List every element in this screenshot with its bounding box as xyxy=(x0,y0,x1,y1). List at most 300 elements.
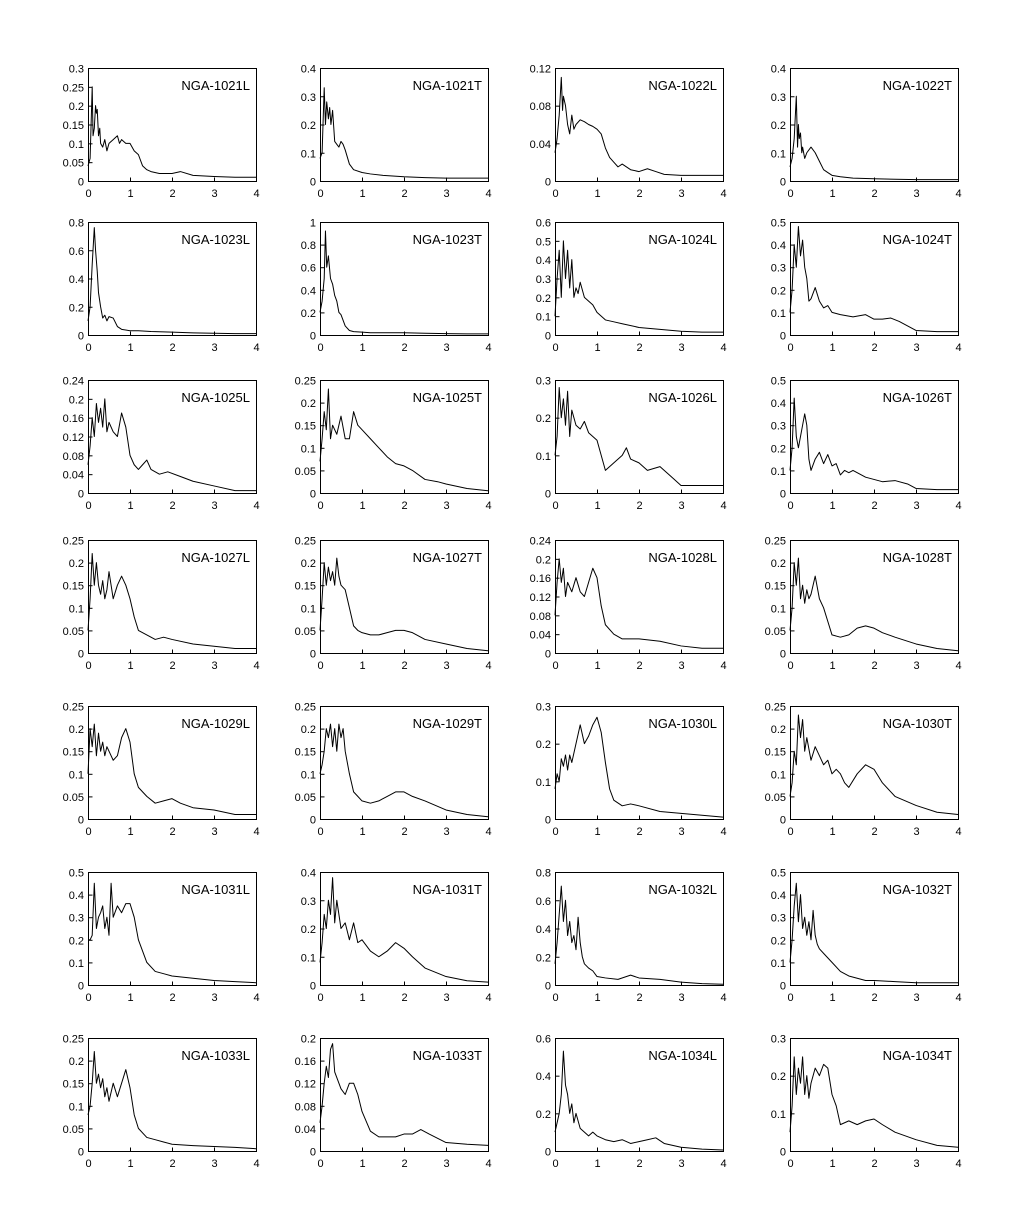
y-tick-label: 0.15 xyxy=(294,746,316,759)
y-tick-label: 0.5 xyxy=(535,236,551,249)
y-tick-label: 0 xyxy=(779,1146,786,1159)
y-tick-label: 0.2 xyxy=(300,398,316,411)
y-tick-label: 0.2 xyxy=(770,724,786,737)
y-tick-label: 0.04 xyxy=(529,629,551,642)
y-tick-label: 0 xyxy=(77,1146,84,1159)
series-line xyxy=(88,724,256,814)
x-tick-label: 1 xyxy=(594,992,601,1004)
y-tick-label: 0.4 xyxy=(770,63,786,76)
chart-title: NGA-1029L xyxy=(181,716,250,731)
x-tick-label: 4 xyxy=(720,1158,727,1170)
x-tick-label: 0 xyxy=(787,188,794,200)
y-tick-label: 0.3 xyxy=(68,912,84,925)
y-tick-label: 0.05 xyxy=(62,791,84,804)
x-tick-label: 2 xyxy=(401,500,408,512)
x-tick-label: 1 xyxy=(359,992,366,1004)
y-tick-label: 0 xyxy=(309,980,316,993)
y-tick-label: 0.12 xyxy=(62,432,84,444)
x-tick-label: 3 xyxy=(678,188,685,200)
x-tick-label: 2 xyxy=(169,342,176,354)
x-tick-label: 1 xyxy=(359,500,366,512)
y-tick-label: 0.25 xyxy=(62,82,84,95)
x-tick-label: 3 xyxy=(913,342,920,354)
series-line xyxy=(320,88,488,178)
chart-panel xyxy=(48,375,260,517)
y-tick-label: 0.2 xyxy=(68,394,84,407)
y-tick-label: 0.3 xyxy=(770,1033,786,1046)
y-tick-label: 0.3 xyxy=(300,91,316,104)
chart-panel xyxy=(515,701,727,843)
x-tick-label: 3 xyxy=(443,660,450,672)
chart-panel xyxy=(280,217,492,359)
x-tick-label: 3 xyxy=(443,500,450,512)
x-tick-label: 0 xyxy=(787,660,794,672)
series-line xyxy=(320,724,488,817)
chart-panel xyxy=(515,63,727,205)
y-tick-label: 0.15 xyxy=(62,1078,84,1091)
y-tick-label: 0 xyxy=(544,330,551,343)
chart-title: NGA-1029T xyxy=(412,716,482,731)
x-tick-label: 1 xyxy=(829,342,836,354)
y-tick-label: 0.05 xyxy=(294,625,316,638)
y-tick-label: 0.2 xyxy=(300,307,316,320)
x-tick-label: 1 xyxy=(829,826,836,838)
y-tick-label: 0.25 xyxy=(62,701,84,714)
chart-panel xyxy=(280,1033,492,1175)
y-tick-label: 0.2 xyxy=(68,302,84,315)
y-tick-label: 0.2 xyxy=(770,558,786,571)
y-tick-label: 0 xyxy=(779,980,786,993)
chart-panel xyxy=(750,867,962,1009)
y-tick-label: 0.1 xyxy=(535,450,551,463)
chart-title: NGA-1027T xyxy=(412,550,482,565)
chart-panel xyxy=(48,701,260,843)
chart-title: NGA-1034L xyxy=(648,1048,717,1063)
y-tick-label: 0.1 xyxy=(535,311,551,324)
y-tick-label: 0.2 xyxy=(535,1108,551,1121)
y-tick-label: 0.1 xyxy=(300,603,316,616)
x-tick-label: 4 xyxy=(720,992,727,1004)
y-tick-label: 0 xyxy=(309,488,316,501)
chart-title: NGA-1031T xyxy=(412,882,482,897)
chart-title: NGA-1031L xyxy=(181,882,250,897)
chart-title: NGA-1028L xyxy=(648,550,717,565)
y-tick-label: 0.8 xyxy=(300,240,316,253)
x-tick-label: 1 xyxy=(829,188,836,200)
x-tick-label: 1 xyxy=(829,1158,836,1170)
y-tick-label: 0.6 xyxy=(68,245,84,258)
y-tick-label: 0.4 xyxy=(770,398,786,411)
y-tick-label: 0.5 xyxy=(770,867,786,880)
y-tick-label: 0.25 xyxy=(294,535,316,548)
y-tick-label: 0.08 xyxy=(529,610,551,623)
x-tick-label: 4 xyxy=(720,342,727,354)
x-tick-label: 2 xyxy=(401,1158,408,1170)
x-tick-label: 1 xyxy=(127,188,134,200)
x-tick-label: 2 xyxy=(871,188,878,200)
x-tick-label: 0 xyxy=(317,660,324,672)
x-tick-label: 2 xyxy=(401,660,408,672)
x-tick-label: 1 xyxy=(359,188,366,200)
y-tick-label: 0.08 xyxy=(294,1101,316,1114)
series-line xyxy=(555,886,723,984)
chart-panel xyxy=(280,535,492,677)
x-tick-label: 2 xyxy=(871,826,878,838)
y-tick-label: 0.25 xyxy=(764,701,786,714)
y-tick-label: 0.3 xyxy=(300,895,316,908)
x-tick-label: 3 xyxy=(678,1158,685,1170)
chart-title: NGA-1030L xyxy=(648,716,717,731)
y-tick-label: 0.16 xyxy=(529,573,551,586)
y-tick-label: 0.1 xyxy=(770,769,786,782)
series-line xyxy=(790,1057,958,1147)
chart-title: NGA-1024L xyxy=(648,232,717,247)
x-tick-label: 0 xyxy=(787,992,794,1004)
x-tick-label: 0 xyxy=(552,342,559,354)
y-tick-label: 0.2 xyxy=(535,952,551,965)
x-tick-label: 2 xyxy=(636,1158,643,1170)
x-tick-label: 1 xyxy=(594,826,601,838)
y-tick-label: 0.2 xyxy=(535,554,551,567)
x-tick-label: 2 xyxy=(169,500,176,512)
x-tick-label: 4 xyxy=(955,342,962,354)
y-tick-label: 0.04 xyxy=(294,1123,316,1136)
x-tick-label: 4 xyxy=(485,660,492,672)
y-tick-label: 0.2 xyxy=(300,1033,316,1046)
y-tick-label: 0.04 xyxy=(529,138,551,151)
y-tick-label: 0.6 xyxy=(535,1033,551,1046)
y-tick-label: 0.05 xyxy=(62,157,84,170)
y-tick-label: 0.3 xyxy=(68,63,84,76)
x-tick-label: 2 xyxy=(636,826,643,838)
x-tick-label: 0 xyxy=(552,188,559,200)
y-tick-label: 0.15 xyxy=(764,580,786,593)
y-tick-label: 0.4 xyxy=(68,890,84,903)
x-tick-label: 1 xyxy=(127,342,134,354)
y-tick-label: 0.15 xyxy=(62,120,84,132)
x-tick-label: 1 xyxy=(829,660,836,672)
chart-title: NGA-1022T xyxy=(882,78,952,93)
y-tick-label: 0.1 xyxy=(535,776,551,789)
chart-panel xyxy=(48,1033,260,1175)
y-tick-label: 0 xyxy=(77,488,84,501)
y-tick-label: 0.8 xyxy=(68,217,84,230)
y-tick-label: 0.3 xyxy=(770,912,786,925)
y-tick-label: 0.1 xyxy=(770,148,786,161)
x-tick-label: 0 xyxy=(552,500,559,512)
y-tick-label: 0.05 xyxy=(62,1123,84,1136)
x-tick-label: 0 xyxy=(317,342,324,354)
series-line xyxy=(88,87,256,177)
y-tick-label: 0.12 xyxy=(529,63,551,76)
chart-title: NGA-1023T xyxy=(412,232,482,247)
y-tick-label: 0.5 xyxy=(770,217,786,230)
x-tick-label: 4 xyxy=(955,826,962,838)
chart-panel xyxy=(48,217,260,359)
x-tick-label: 4 xyxy=(720,188,727,200)
y-tick-label: 0.1 xyxy=(770,465,786,478)
y-tick-label: 0.2 xyxy=(770,935,786,948)
y-tick-label: 0.25 xyxy=(764,535,786,548)
x-tick-label: 3 xyxy=(678,826,685,838)
x-tick-label: 3 xyxy=(443,826,450,838)
x-tick-label: 3 xyxy=(211,660,218,672)
x-tick-label: 4 xyxy=(485,342,492,354)
x-tick-label: 4 xyxy=(253,188,260,200)
x-tick-label: 0 xyxy=(317,1158,324,1170)
y-tick-label: 0.05 xyxy=(62,625,84,638)
series-line xyxy=(790,883,958,982)
y-tick-label: 0 xyxy=(77,330,84,343)
y-tick-label: 0.2 xyxy=(535,292,551,305)
y-tick-label: 0 xyxy=(544,488,551,501)
y-tick-label: 0.1 xyxy=(68,603,84,616)
chart-panel xyxy=(515,1033,727,1175)
y-tick-label: 0.2 xyxy=(68,724,84,737)
x-tick-label: 2 xyxy=(401,826,408,838)
y-tick-label: 0.6 xyxy=(535,217,551,230)
x-tick-label: 4 xyxy=(485,1158,492,1170)
y-tick-label: 0.3 xyxy=(770,91,786,104)
y-tick-label: 0.2 xyxy=(535,739,551,752)
y-tick-label: 0.1 xyxy=(770,1108,786,1121)
x-tick-label: 4 xyxy=(253,1158,260,1170)
x-tick-label: 0 xyxy=(787,826,794,838)
y-tick-label: 0.3 xyxy=(535,375,551,388)
y-tick-label: 0.1 xyxy=(300,148,316,161)
chart-panel xyxy=(280,63,492,205)
x-tick-label: 1 xyxy=(127,660,134,672)
x-tick-label: 3 xyxy=(678,342,685,354)
y-tick-label: 0 xyxy=(544,648,551,661)
x-tick-label: 3 xyxy=(211,1158,218,1170)
y-tick-label: 0.2 xyxy=(535,413,551,426)
x-tick-label: 0 xyxy=(552,660,559,672)
chart-panel xyxy=(48,63,260,205)
x-tick-label: 2 xyxy=(169,826,176,838)
y-tick-label: 0.15 xyxy=(62,580,84,593)
y-tick-label: 0.2 xyxy=(68,935,84,948)
y-tick-label: 0.1 xyxy=(68,957,84,970)
x-tick-label: 4 xyxy=(955,992,962,1004)
y-tick-label: 0.4 xyxy=(770,240,786,253)
x-tick-label: 4 xyxy=(485,826,492,838)
y-tick-label: 0 xyxy=(77,814,84,827)
x-tick-label: 4 xyxy=(955,500,962,512)
x-tick-label: 0 xyxy=(317,500,324,512)
chart-title: NGA-1023L xyxy=(181,232,250,247)
x-tick-label: 2 xyxy=(871,500,878,512)
x-tick-label: 0 xyxy=(85,342,92,354)
y-tick-label: 0.08 xyxy=(529,101,551,114)
x-tick-label: 2 xyxy=(636,188,643,200)
y-tick-label: 0.15 xyxy=(764,746,786,759)
y-tick-label: 0 xyxy=(544,814,551,827)
series-line xyxy=(790,398,958,490)
x-tick-label: 2 xyxy=(169,660,176,672)
chart-title: NGA-1025L xyxy=(181,390,250,405)
y-tick-label: 0.25 xyxy=(62,1033,84,1046)
x-tick-label: 4 xyxy=(955,1158,962,1170)
chart-panel xyxy=(280,701,492,843)
chart-panel xyxy=(750,217,962,359)
series-line xyxy=(555,241,723,332)
y-tick-label: 0.2 xyxy=(300,724,316,737)
chart-title: NGA-1033L xyxy=(181,1048,250,1063)
y-tick-label: 0 xyxy=(77,176,84,189)
x-tick-label: 3 xyxy=(913,992,920,1004)
x-tick-label: 1 xyxy=(359,1158,366,1170)
y-tick-label: 0.2 xyxy=(770,1071,786,1084)
x-tick-label: 4 xyxy=(485,188,492,200)
y-tick-label: 0.2 xyxy=(770,443,786,456)
x-tick-label: 2 xyxy=(169,1158,176,1170)
x-tick-label: 4 xyxy=(955,660,962,672)
x-tick-label: 1 xyxy=(594,1158,601,1170)
x-tick-label: 4 xyxy=(253,826,260,838)
y-tick-label: 0.2 xyxy=(300,924,316,936)
y-tick-label: 0.1 xyxy=(770,307,786,320)
y-tick-label: 0 xyxy=(309,176,316,189)
y-tick-label: 0.3 xyxy=(770,262,786,275)
x-tick-label: 3 xyxy=(913,1158,920,1170)
y-tick-label: 0.08 xyxy=(62,450,84,463)
chart-panel xyxy=(515,217,727,359)
chart-title: NGA-1026L xyxy=(648,390,717,405)
x-tick-label: 0 xyxy=(85,500,92,512)
x-tick-label: 0 xyxy=(85,188,92,200)
x-tick-label: 3 xyxy=(913,500,920,512)
x-tick-label: 2 xyxy=(636,992,643,1004)
x-tick-label: 4 xyxy=(955,188,962,200)
y-tick-label: 0.2 xyxy=(770,120,786,132)
x-tick-label: 2 xyxy=(871,1158,878,1170)
y-tick-label: 0.6 xyxy=(535,895,551,908)
x-tick-label: 3 xyxy=(913,660,920,672)
chart-panel xyxy=(515,535,727,677)
chart-panel xyxy=(280,867,492,1009)
y-tick-label: 0.2 xyxy=(770,285,786,298)
y-tick-label: 1 xyxy=(309,217,316,230)
x-tick-label: 0 xyxy=(317,188,324,200)
x-tick-label: 1 xyxy=(594,188,601,200)
x-tick-label: 4 xyxy=(720,500,727,512)
chart-title: NGA-1032T xyxy=(882,882,952,897)
y-tick-label: 0.25 xyxy=(294,375,316,388)
chart-title: NGA-1026T xyxy=(882,390,952,405)
x-tick-label: 0 xyxy=(552,826,559,838)
chart-panel xyxy=(515,867,727,1009)
y-tick-label: 0.15 xyxy=(294,420,316,433)
y-tick-label: 0.4 xyxy=(300,63,316,76)
y-tick-label: 0.04 xyxy=(62,469,84,482)
chart-panel xyxy=(515,375,727,517)
x-tick-label: 4 xyxy=(253,342,260,354)
y-tick-label: 0 xyxy=(544,980,551,993)
x-tick-label: 0 xyxy=(787,1158,794,1170)
chart-title: NGA-1030T xyxy=(882,716,952,731)
y-tick-label: 0.05 xyxy=(764,791,786,804)
y-tick-label: 0 xyxy=(779,814,786,827)
y-tick-label: 0 xyxy=(544,1146,551,1159)
x-tick-label: 1 xyxy=(127,500,134,512)
chart-panel xyxy=(280,375,492,517)
x-tick-label: 1 xyxy=(359,660,366,672)
chart-title: NGA-1022L xyxy=(648,78,717,93)
x-tick-label: 2 xyxy=(401,992,408,1004)
x-tick-label: 1 xyxy=(359,826,366,838)
series-line xyxy=(88,554,256,649)
series-line xyxy=(320,558,488,651)
x-tick-label: 1 xyxy=(127,1158,134,1170)
x-tick-label: 3 xyxy=(211,188,218,200)
y-tick-label: 0 xyxy=(779,330,786,343)
y-tick-label: 0.2 xyxy=(300,120,316,132)
y-tick-label: 0.12 xyxy=(529,592,551,604)
y-tick-label: 0.24 xyxy=(62,375,84,388)
x-tick-label: 3 xyxy=(211,342,218,354)
y-tick-label: 0.4 xyxy=(770,890,786,903)
y-tick-label: 0.6 xyxy=(300,262,316,275)
x-tick-label: 4 xyxy=(253,660,260,672)
x-tick-label: 2 xyxy=(871,992,878,1004)
chart-title: NGA-1021L xyxy=(181,78,250,93)
series-line xyxy=(555,1051,723,1150)
chart-panel xyxy=(750,535,962,677)
x-tick-label: 1 xyxy=(127,826,134,838)
y-tick-label: 0.16 xyxy=(62,413,84,426)
x-tick-label: 0 xyxy=(552,1158,559,1170)
series-line xyxy=(555,559,723,648)
x-tick-label: 4 xyxy=(485,500,492,512)
chart-title: NGA-1027L xyxy=(181,550,250,565)
x-tick-label: 3 xyxy=(913,188,920,200)
y-tick-label: 0.05 xyxy=(294,465,316,478)
x-tick-label: 0 xyxy=(317,826,324,838)
y-tick-label: 0 xyxy=(779,488,786,501)
y-tick-label: 0.1 xyxy=(68,1101,84,1114)
y-tick-label: 0 xyxy=(309,648,316,661)
y-tick-label: 0.3 xyxy=(535,274,551,286)
x-tick-label: 1 xyxy=(594,342,601,354)
x-tick-label: 3 xyxy=(211,826,218,838)
y-tick-label: 0 xyxy=(309,814,316,827)
x-tick-label: 1 xyxy=(594,660,601,672)
x-tick-label: 0 xyxy=(787,500,794,512)
x-tick-label: 0 xyxy=(317,992,324,1004)
x-tick-label: 3 xyxy=(678,660,685,672)
x-tick-label: 0 xyxy=(85,826,92,838)
x-tick-label: 3 xyxy=(211,992,218,1004)
x-tick-label: 3 xyxy=(443,992,450,1004)
y-tick-label: 0.05 xyxy=(764,625,786,638)
y-tick-label: 0 xyxy=(779,176,786,189)
x-tick-label: 3 xyxy=(678,500,685,512)
x-tick-label: 2 xyxy=(636,342,643,354)
x-tick-label: 0 xyxy=(85,992,92,1004)
y-tick-label: 0.25 xyxy=(62,535,84,548)
chart-panel xyxy=(750,1033,962,1175)
y-tick-label: 0.16 xyxy=(294,1056,316,1069)
y-tick-label: 0.1 xyxy=(770,957,786,970)
x-tick-label: 2 xyxy=(871,342,878,354)
y-tick-label: 0.1 xyxy=(770,603,786,616)
chart-title: NGA-1032L xyxy=(648,882,717,897)
y-tick-label: 0.2 xyxy=(68,1056,84,1069)
x-tick-label: 1 xyxy=(127,992,134,1004)
x-tick-label: 3 xyxy=(211,500,218,512)
x-tick-label: 2 xyxy=(169,992,176,1004)
